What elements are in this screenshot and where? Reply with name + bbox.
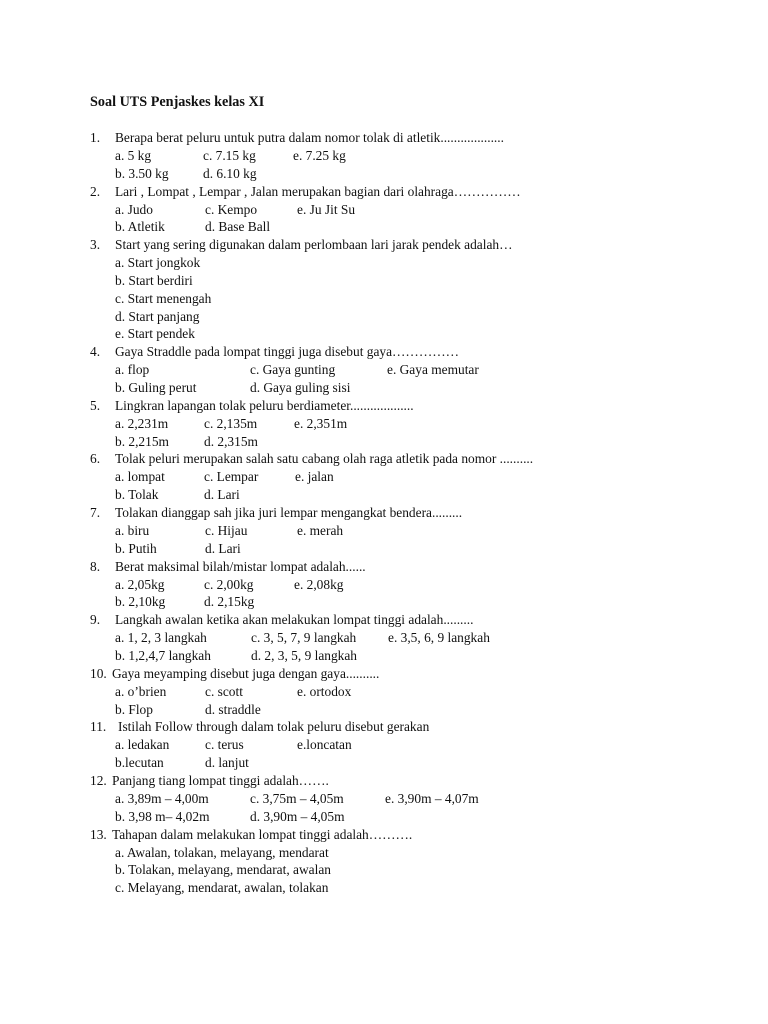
question-row	[0, 504, 768, 522]
option-row	[0, 272, 768, 290]
question-row	[0, 450, 768, 468]
answer-option: b. 2,10kg	[115, 594, 166, 610]
option-row	[0, 147, 768, 165]
question-item	[0, 772, 768, 826]
answer-option: a. Awalan, tolakan, melayang, mendarat	[115, 844, 329, 860]
answer-option: d. 2,315m	[204, 433, 258, 449]
answer-option: c. scott	[205, 683, 243, 699]
option-row	[0, 790, 768, 808]
answer-option: d. 6.10 kg	[203, 165, 257, 181]
question-number: 11.	[90, 719, 107, 735]
answer-option: e.loncatan	[297, 737, 352, 753]
answer-option: e. ortodox	[297, 683, 352, 699]
question-row	[0, 718, 768, 736]
option-row	[0, 468, 768, 486]
question-text: Tahapan dalam melakukan lompat tinggi adalah……….	[112, 826, 413, 842]
answer-option: c. 7.15 kg	[203, 148, 256, 163]
answer-option: c. Start menengah	[115, 290, 212, 306]
question-row	[0, 343, 768, 361]
option-row	[0, 379, 768, 397]
option-row	[0, 522, 768, 540]
question-item	[0, 718, 768, 772]
question-item	[0, 343, 768, 397]
answer-option: c. Gaya gunting	[250, 362, 336, 378]
answer-option: d. 2, 3, 5, 9 langkah	[251, 647, 357, 663]
option-row	[0, 361, 768, 379]
answer-option: c. 3,75m – 4,05m	[250, 790, 344, 806]
answer-option: b. Tolakan, melayang, mendarat, awalan	[115, 862, 331, 878]
answer-option: a. flop	[115, 362, 150, 378]
question-number: 5.	[90, 397, 101, 413]
answer-option: b. 2,215m	[115, 433, 169, 449]
answer-option: a. 3,89m – 4,00m	[115, 790, 209, 806]
answer-option: a. Start jongkok	[115, 255, 201, 271]
question-text: Start yang sering digunakan dalam perlombaan lari jarak pendek adalah…	[115, 237, 513, 253]
answer-option: b. Tolak	[115, 487, 159, 503]
option-row	[0, 647, 768, 665]
question-row	[0, 397, 768, 415]
answer-option: b. 3,98 m– 4,02m	[115, 808, 210, 824]
answer-option: d. 3,90m – 4,05m	[250, 808, 345, 824]
answer-option: e. Gaya memutar	[387, 362, 479, 378]
answer-option: d. Base Ball	[205, 219, 271, 235]
answer-option: a. 1, 2, 3 langkah	[115, 630, 207, 646]
question-number: 13.	[90, 826, 107, 842]
answer-option: c. Kempo	[205, 201, 258, 217]
answer-option: b. 1,2,4,7 langkah	[115, 647, 211, 663]
question-number: 3.	[90, 237, 101, 253]
question-item	[0, 236, 768, 343]
question-row	[0, 772, 768, 790]
answer-option: d. Lari	[205, 540, 241, 556]
question-item	[0, 826, 768, 897]
question-text: Langkah awalan ketika akan melakukan lompat tinggi adalah.........	[115, 612, 474, 628]
option-row	[0, 415, 768, 433]
question-text: Tolak peluri merupakan salah satu cabang olah raga atletik pada nomor ..........	[115, 451, 534, 467]
question-row	[0, 183, 768, 201]
option-row	[0, 701, 768, 719]
question-text: Gaya meyamping disebut juga dengan gaya..........	[112, 665, 380, 681]
answer-option: a. biru	[115, 522, 150, 538]
option-row	[0, 754, 768, 772]
answer-option: e. 3,90m – 4,07m	[385, 790, 479, 806]
question-row	[0, 236, 768, 254]
question-item	[0, 129, 768, 183]
answer-option: c. Hijau	[205, 522, 248, 538]
question-text: Istilah Follow through dalam tolak peluru disebut gerakan	[118, 719, 430, 735]
option-row	[0, 576, 768, 594]
question-text: Gaya Straddle pada lompat tinggi juga disebut gaya……………	[115, 344, 459, 360]
answer-option: a. lompat	[115, 469, 165, 485]
question-row	[0, 611, 768, 629]
answer-option: b. Guling perut	[115, 379, 197, 395]
question-text: Berat maksimal bilah/mistar lompat adalah......	[115, 558, 366, 574]
question-text: Lingkran lapangan tolak peluru berdiameter...................	[115, 397, 414, 413]
option-row	[0, 290, 768, 308]
answer-option: d. Lari	[204, 487, 240, 503]
option-row	[0, 254, 768, 272]
answer-option: c. terus	[205, 737, 244, 753]
option-row	[0, 201, 768, 219]
question-item	[0, 183, 768, 237]
answer-option: e. Start pendek	[115, 326, 195, 342]
answer-option: c. Lempar	[204, 469, 259, 485]
answer-option: c. 2,135m	[204, 415, 258, 431]
question-number: 9.	[90, 612, 101, 628]
answer-option: e. 3,5, 6, 9 langkah	[388, 630, 490, 646]
option-row	[0, 844, 768, 862]
answer-option: e. Ju Jit Su	[297, 201, 356, 217]
answer-option: c. 3, 5, 7, 9 langkah	[251, 630, 357, 646]
answer-option: b. Putih	[115, 540, 157, 556]
question-text: Tolakan dianggap sah jika juri lempar mengangkat bendera.........	[115, 504, 463, 520]
question-item	[0, 504, 768, 558]
question-row	[0, 826, 768, 844]
option-row	[0, 629, 768, 647]
question-number: 12.	[90, 772, 107, 788]
answer-option: a. 2,05kg	[115, 576, 165, 592]
page-title: Soal UTS Penjaskes kelas XI	[90, 94, 265, 110]
option-row	[0, 165, 768, 183]
answer-option: b. 3.50 kg	[115, 165, 169, 181]
answer-option: e. 2,351m	[294, 415, 348, 431]
option-row	[0, 325, 768, 343]
answer-option: a. 2,231m	[115, 415, 169, 431]
question-item	[0, 558, 768, 612]
option-row	[0, 861, 768, 879]
answer-option: b. Flop	[115, 701, 153, 717]
question-row	[0, 558, 768, 576]
question-item	[0, 397, 768, 451]
answer-option: e. 2,08kg	[294, 576, 344, 592]
question-item	[0, 611, 768, 665]
answer-option: a. o’brien	[115, 683, 167, 699]
option-row	[0, 683, 768, 701]
question-text: Panjang tiang lompat tinggi adalah…….	[112, 772, 329, 788]
answer-option: b. Atletik	[115, 219, 165, 235]
question-text: Lari , Lompat , Lempar , Jalan merupakan bagian dari olahraga……………	[115, 183, 521, 199]
answer-option: a. 5 kg	[115, 148, 152, 163]
answer-option: b.lecutan	[115, 755, 164, 771]
option-row	[0, 540, 768, 558]
answer-option: d. 2,15kg	[204, 594, 255, 610]
answer-option: d. Start panjang	[115, 308, 200, 324]
question-number: 2.	[90, 183, 101, 199]
question-text: Berapa berat peluru untuk putra dalam nomor tolak di atletik...................	[115, 130, 504, 145]
question-item	[0, 450, 768, 504]
answer-option: d. lanjut	[205, 755, 249, 771]
question-number: 1.	[90, 130, 101, 145]
question-row	[0, 665, 768, 683]
question-list	[0, 129, 768, 897]
answer-option: c. Melayang, mendarat, awalan, tolakan	[115, 880, 329, 896]
question-number: 4.	[90, 344, 101, 360]
answer-option: b. Start berdiri	[115, 272, 193, 288]
answer-option: a. ledakan	[115, 737, 170, 753]
option-row	[0, 486, 768, 504]
question-number: 7.	[90, 504, 101, 520]
option-row	[0, 593, 768, 611]
answer-option: a. Judo	[115, 201, 153, 217]
answer-option: c. 2,00kg	[204, 576, 254, 592]
option-row	[0, 218, 768, 236]
answer-option: e. merah	[297, 522, 344, 538]
question-item	[0, 665, 768, 719]
question-number: 10.	[90, 665, 107, 681]
question-row	[0, 129, 768, 147]
answer-option: d. straddle	[205, 701, 261, 717]
option-row	[0, 308, 768, 326]
question-number: 6.	[90, 451, 101, 467]
answer-option: d. Gaya guling sisi	[250, 379, 351, 395]
option-row	[0, 433, 768, 451]
answer-option: e. jalan	[295, 469, 334, 485]
option-row	[0, 879, 768, 897]
answer-option: e. 7.25 kg	[293, 148, 346, 163]
question-number: 8.	[90, 558, 101, 574]
option-row	[0, 808, 768, 826]
option-row	[0, 736, 768, 754]
